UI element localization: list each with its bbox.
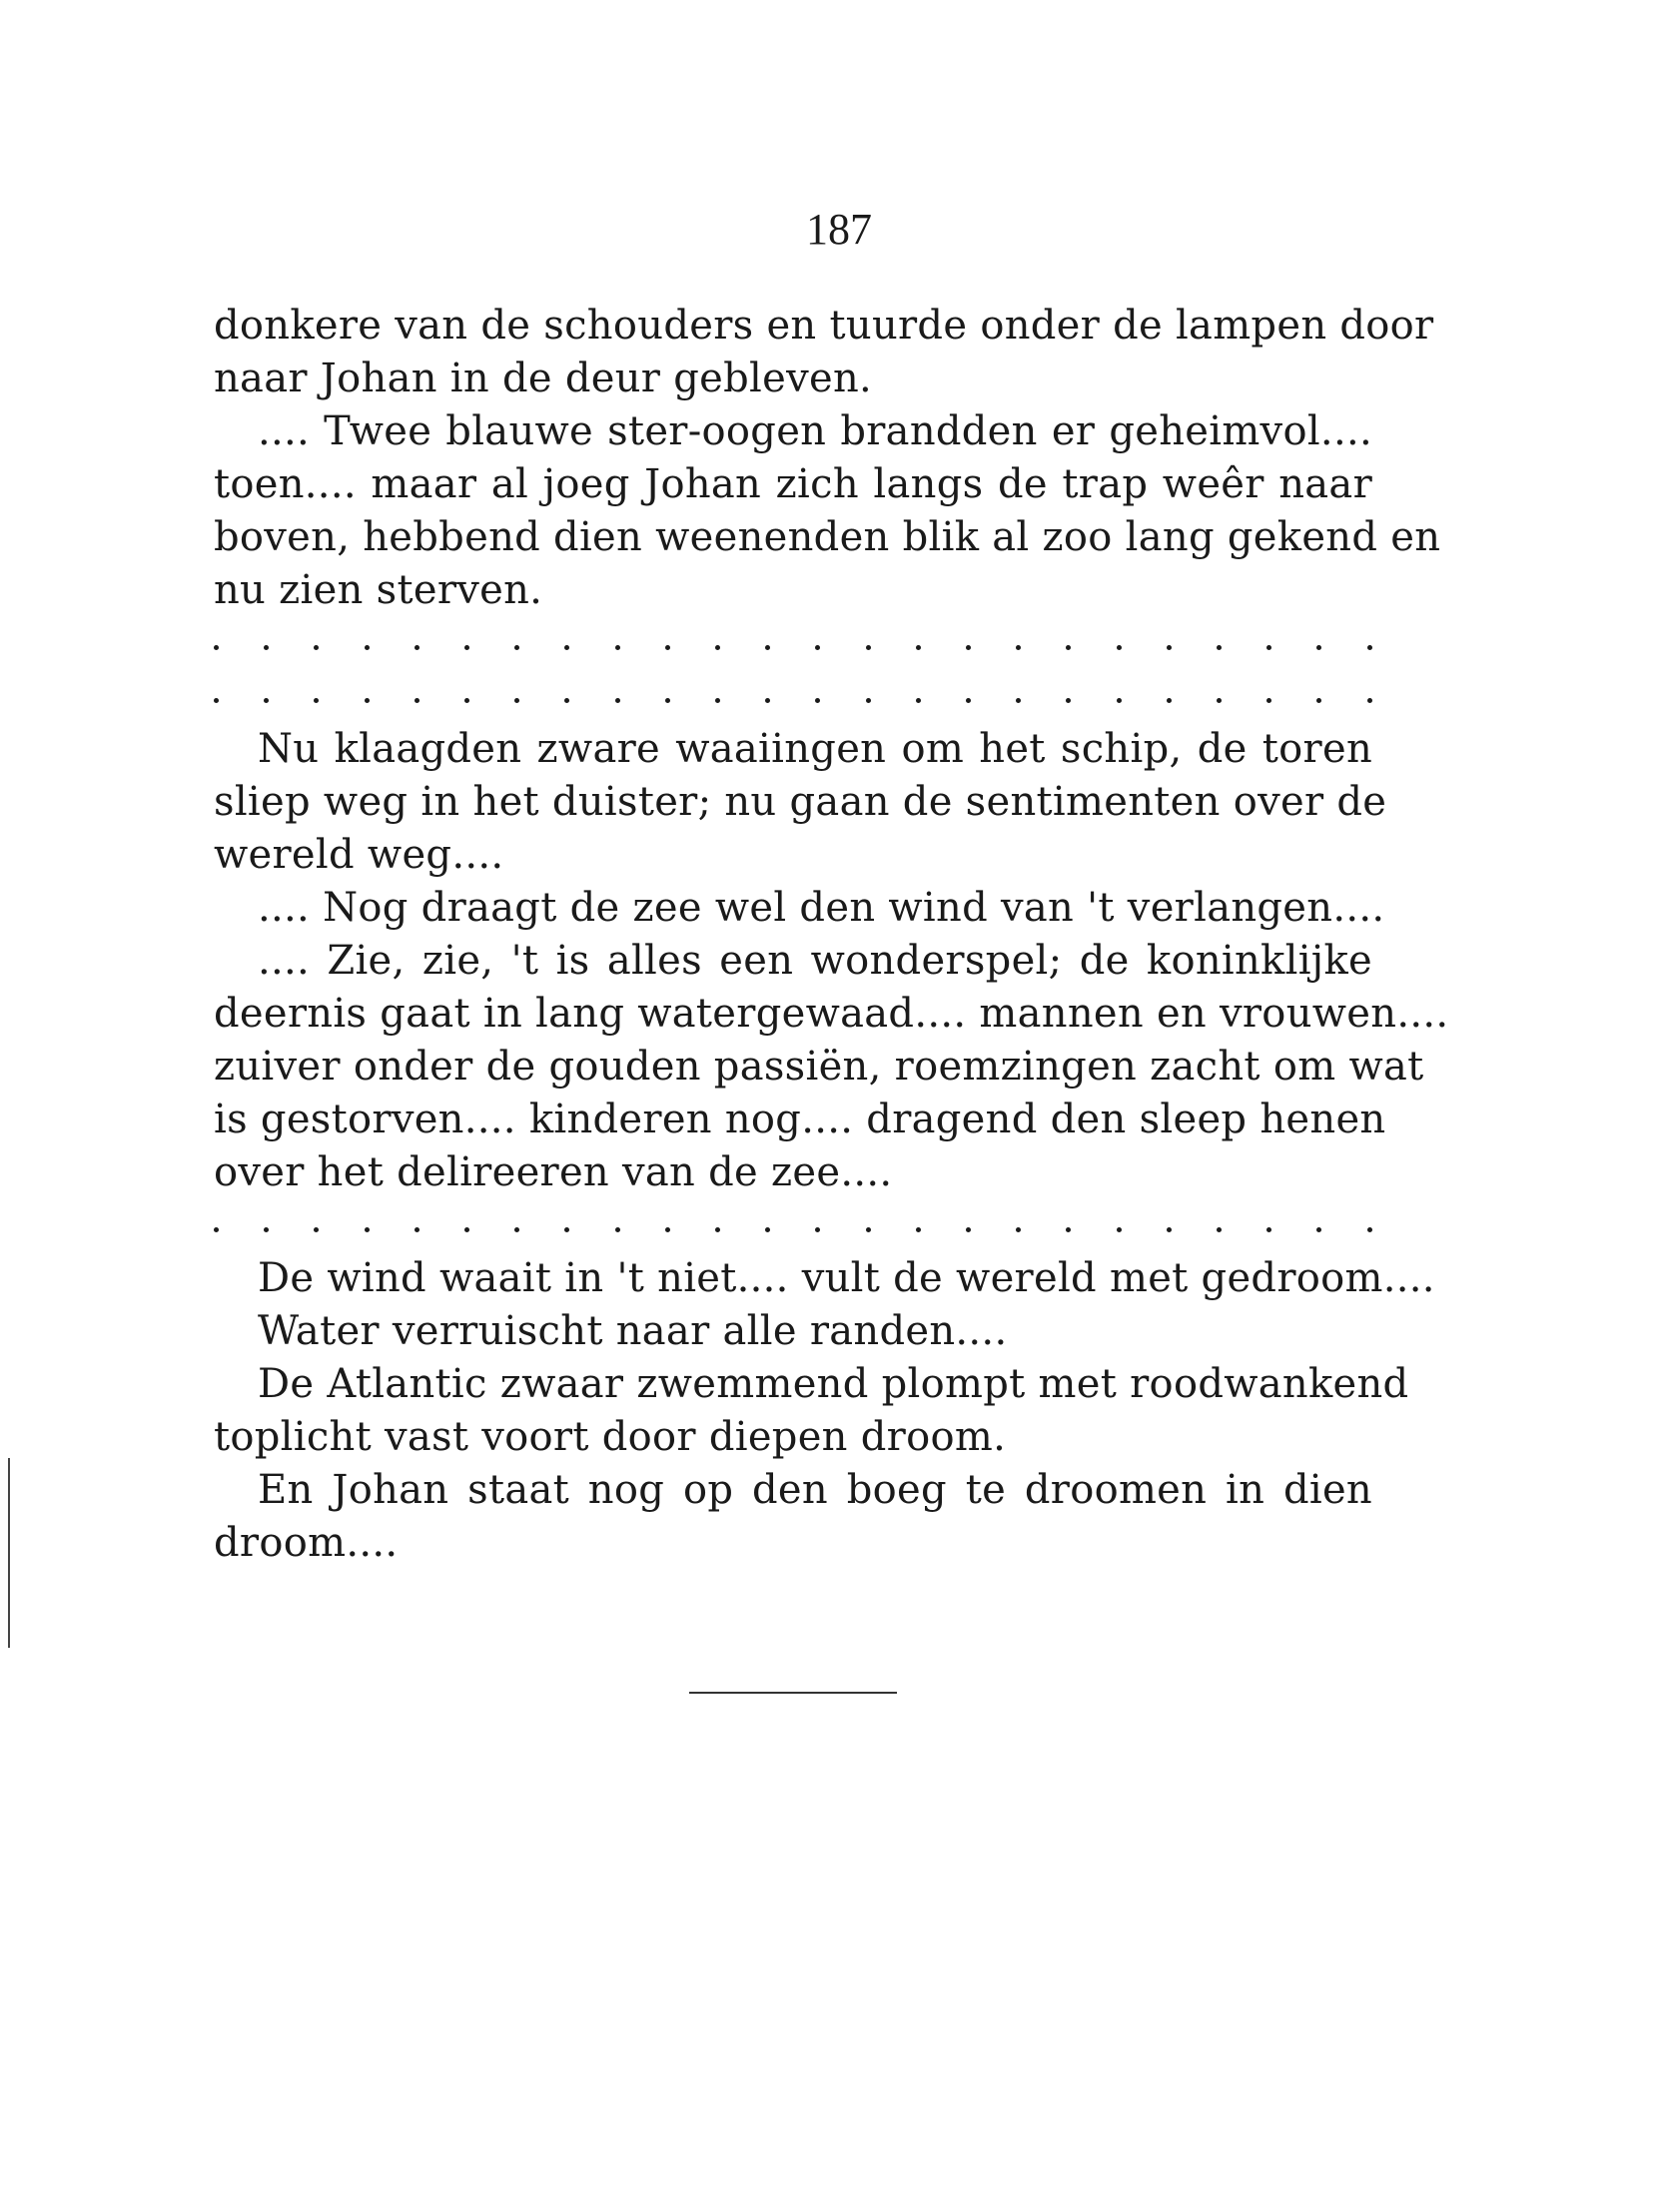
separator-dot xyxy=(464,698,469,703)
separator-dot xyxy=(264,698,269,703)
text-line: toplicht vast voort door diepen droom. xyxy=(214,1414,1007,1460)
separator-dot xyxy=(765,1227,770,1232)
text-line: En Johan staat nog op den boeg te droomen in dien xyxy=(258,1467,1372,1513)
separator-dot xyxy=(365,1227,370,1232)
text-line: sliep weg in het duister; nu gaan de sentimenten over de xyxy=(214,779,1387,825)
ellipsis-separator xyxy=(214,670,1372,723)
text-line: over het delireeren van de zee.... xyxy=(214,1149,893,1195)
separator-dot xyxy=(866,1227,871,1232)
separator-dot xyxy=(765,645,770,650)
text-line: .... Nog draagt de zee wel den wind van 't verlangen.... xyxy=(258,885,1385,931)
separator-dot xyxy=(966,698,971,703)
separator-dot xyxy=(615,698,620,703)
text-line: zuiver onder de gouden passiën, roemzingen zacht om wat xyxy=(214,1044,1424,1090)
separator-dot xyxy=(815,645,820,650)
separator-dot xyxy=(564,698,569,703)
separator-dot xyxy=(866,645,871,650)
separator-dot xyxy=(415,645,420,650)
separator-dot xyxy=(214,698,219,703)
separator-dot xyxy=(1266,1227,1271,1232)
text-line: is gestorven.... kinderen nog.... dragend den sleep henen xyxy=(214,1097,1386,1142)
separator-dot xyxy=(264,645,269,650)
separator-dot xyxy=(715,645,720,650)
separator-dot xyxy=(1016,1227,1021,1232)
separator-dot xyxy=(514,1227,519,1232)
text-line: toen.... maar al joeg Johan zich langs de trap weêr naar xyxy=(214,461,1372,507)
separator-dot xyxy=(514,698,519,703)
separator-dot xyxy=(314,645,319,650)
separator-dot xyxy=(966,1227,971,1232)
text-line: De Atlantic zwaar zwemmend plompt met roodwankend xyxy=(258,1361,1409,1407)
text-line: De wind waait in 't niet.... vult de wereld met gedroom.... xyxy=(258,1255,1435,1301)
separator-dot xyxy=(514,645,519,650)
separator-dot xyxy=(665,698,670,703)
separator-dot xyxy=(815,1227,820,1232)
separator-dot xyxy=(1367,698,1372,703)
separator-dot xyxy=(1016,645,1021,650)
ellipsis-separator xyxy=(214,617,1372,670)
separator-dot xyxy=(1117,645,1122,650)
separator-dot xyxy=(916,645,921,650)
ellipsis-separator xyxy=(214,1199,1372,1252)
separator-dot xyxy=(264,1227,269,1232)
separator-dot xyxy=(365,645,370,650)
separator-dot xyxy=(715,698,720,703)
separator-dot xyxy=(715,1227,720,1232)
separator-dot xyxy=(866,698,871,703)
separator-dot xyxy=(1367,1227,1372,1232)
separator-dot xyxy=(1266,698,1271,703)
separator-dot xyxy=(214,645,219,650)
separator-dot xyxy=(1167,698,1172,703)
text-line: Nu klaagden zware waaiingen om het schip, de toren xyxy=(258,726,1372,772)
separator-dot xyxy=(1316,645,1321,650)
text-line: Water verruischt naar alle randen.... xyxy=(258,1308,1008,1354)
text-line: wereld weg.... xyxy=(214,832,504,878)
margin-mark xyxy=(8,1458,10,1648)
separator-dot xyxy=(1016,698,1021,703)
separator-dot xyxy=(665,645,670,650)
text-line: .... Twee blauwe ster-oogen brandden er geheimvol.... xyxy=(258,408,1372,454)
separator-dot xyxy=(564,1227,569,1232)
separator-dot xyxy=(765,698,770,703)
separator-dot xyxy=(966,645,971,650)
text-line: boven, hebbend dien weenenden blik al zoo lang gekend en xyxy=(214,514,1441,560)
end-rule xyxy=(689,1692,897,1694)
separator-dot xyxy=(564,645,569,650)
page-number: 187 xyxy=(806,205,872,254)
separator-dot xyxy=(1117,1227,1122,1232)
text-line: nu zien sterven. xyxy=(214,567,543,613)
separator-dot xyxy=(1066,1227,1071,1232)
separator-dot xyxy=(665,1227,670,1232)
separator-dot xyxy=(415,1227,420,1232)
separator-dot xyxy=(1316,1227,1321,1232)
separator-dot xyxy=(615,645,620,650)
separator-dot xyxy=(1066,645,1071,650)
separator-dot xyxy=(1316,698,1321,703)
separator-dot xyxy=(1367,645,1372,650)
separator-dot xyxy=(1217,698,1222,703)
separator-dot xyxy=(1217,645,1222,650)
separator-dot xyxy=(1167,1227,1172,1232)
separator-dot xyxy=(1217,1227,1222,1232)
separator-dot xyxy=(214,1227,219,1232)
body-text xyxy=(214,300,1449,1570)
separator-dot xyxy=(815,698,820,703)
separator-dot xyxy=(1117,698,1122,703)
separator-dot xyxy=(916,698,921,703)
text-line: donkere van de schouders en tuurde onder de lampen door xyxy=(214,303,1434,349)
text-line: .... Zie, zie, 't is alles een wonderspel; de koninklijke xyxy=(258,938,1372,984)
separator-dot xyxy=(615,1227,620,1232)
text-line: droom.... xyxy=(214,1520,399,1566)
separator-dot xyxy=(1266,645,1271,650)
separator-dot xyxy=(916,1227,921,1232)
text-line: deernis gaat in lang watergewaad.... mannen en vrouwen.... xyxy=(214,991,1449,1037)
separator-dot xyxy=(1167,645,1172,650)
separator-dot xyxy=(365,698,370,703)
separator-dot xyxy=(314,698,319,703)
separator-dot xyxy=(415,698,420,703)
text-line: naar Johan in de deur gebleven. xyxy=(214,356,873,401)
separator-dot xyxy=(464,1227,469,1232)
separator-dot xyxy=(464,645,469,650)
separator-dot xyxy=(1066,698,1071,703)
separator-dot xyxy=(314,1227,319,1232)
